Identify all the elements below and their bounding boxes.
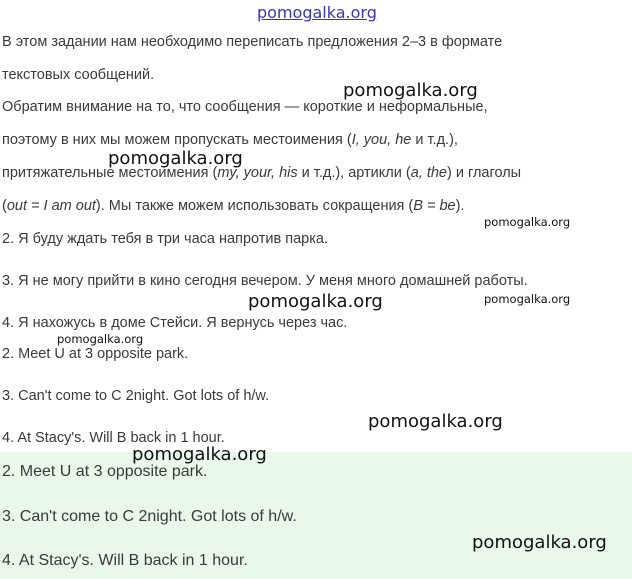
note-text: ). Мы также можем использовать сокращения ( xyxy=(95,198,414,214)
watermark: pomogalka.org xyxy=(484,215,571,229)
russian-sentence-2: 2. Я буду ждать тебя в три часа напротив парка. xyxy=(2,231,328,247)
english-sentence-3: 3. Can't come to C 2night. Got lots of h/w. xyxy=(2,388,270,404)
watermark: pomogalka.org xyxy=(57,332,144,346)
note-text: и т.д.), артикли ( xyxy=(297,165,411,181)
english-sentence-2: 2. Meet U at 3 opposite park. xyxy=(2,346,189,362)
watermark: pomogalka.org xyxy=(132,444,267,465)
note-text: притяжательные местоимения ( xyxy=(2,165,218,181)
note-text: ). xyxy=(455,198,465,214)
english-sentence-4: 4. At Stacy's. Will B back in 1 hour. xyxy=(2,430,225,446)
answer-sentence-4: 4. At Stacy's. Will B back in 1 hour. xyxy=(2,552,248,569)
note-line-2 xyxy=(2,132,458,148)
note-example: a, the xyxy=(410,165,447,181)
watermark: pomogalka.org xyxy=(472,532,607,553)
watermark: pomogalka.org xyxy=(343,80,478,101)
russian-sentence-3: 3. Я не могу прийти в кино сегодня вечером. У меня много домашней работы. xyxy=(2,273,528,289)
note-text: ( xyxy=(2,198,7,214)
note-line-1: Обратим внимание на то, что сообщения — короткие и неформальные, xyxy=(2,99,488,115)
note-example: I, you, he xyxy=(351,132,412,148)
note-example: out = I am out xyxy=(6,198,96,214)
note-line-4 xyxy=(2,198,464,214)
note-example: B = be xyxy=(413,198,456,214)
watermark: pomogalka.org xyxy=(248,291,383,312)
answer-sentence-2: 2. Meet U at 3 opposite park. xyxy=(2,463,208,480)
intro-line-2: текстовых сообщений. xyxy=(2,67,155,83)
watermark: pomogalka.org xyxy=(108,148,243,169)
note-text: и т.д.), xyxy=(411,132,458,148)
watermark: pomogalka.org xyxy=(368,411,503,432)
intro-line-1: В этом задании нам необходимо переписать предложения 2–3 в формате xyxy=(2,34,503,50)
note-text: поэтому в них мы можем пропускать местоимения ( xyxy=(2,132,352,148)
note-text: ) и глаголы xyxy=(447,165,522,181)
site-header-link[interactable]: pomogalka.org xyxy=(257,3,377,22)
answer-sentence-3: 3. Can't come to C 2night. Got lots of h/w. xyxy=(2,508,297,525)
russian-sentence-4: 4. Я нахожусь в доме Стейси. Я вернусь через час. xyxy=(2,315,348,331)
note-example: my, your, his xyxy=(217,165,298,181)
watermark: pomogalka.org xyxy=(484,292,571,306)
note-line-3 xyxy=(2,165,521,181)
